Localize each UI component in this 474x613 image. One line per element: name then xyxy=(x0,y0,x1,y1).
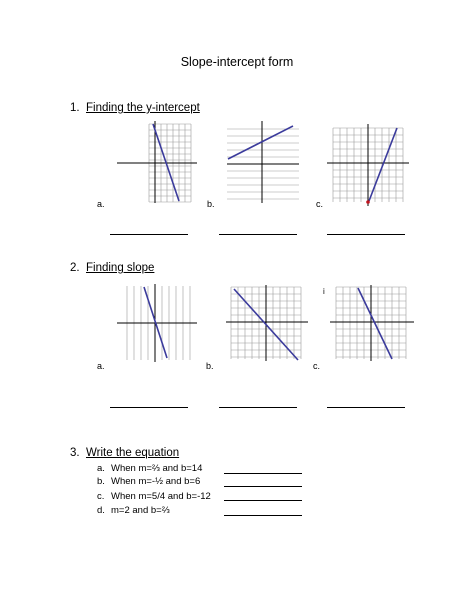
item-2a-label: a. xyxy=(97,361,105,371)
answer-line-1a[interactable] xyxy=(110,234,188,235)
graph-2a xyxy=(117,284,197,362)
graph-1c-intercept-point xyxy=(366,200,370,204)
section-3-number: 3. xyxy=(70,447,80,459)
item-2c-label: c. xyxy=(313,361,321,371)
question-3b xyxy=(97,476,200,487)
graph-1b xyxy=(225,119,301,203)
graph-1c-line xyxy=(369,128,397,201)
section-1-heading xyxy=(70,102,200,114)
question-3c-label: c. xyxy=(97,491,105,502)
graph-2b-axes xyxy=(226,285,308,361)
question-3a-label: a. xyxy=(97,463,105,474)
worksheet-title: Slope-intercept form xyxy=(180,55,294,69)
answer-line-3d[interactable] xyxy=(224,515,302,516)
section-1-number: 1. xyxy=(70,102,80,114)
graph-2c xyxy=(330,285,414,361)
item-2b-label: b. xyxy=(206,361,214,371)
graph-1b-axes xyxy=(227,121,299,203)
section-1-title: Finding the y-intercept xyxy=(86,102,200,114)
answer-line-3c[interactable] xyxy=(224,500,302,501)
question-3a-text: When m=⅔ and b=14 xyxy=(111,463,203,474)
question-3d-label: d. xyxy=(97,505,105,516)
answer-line-2c[interactable] xyxy=(327,407,405,408)
answer-line-1c[interactable] xyxy=(327,234,405,235)
item-1a-label: a. xyxy=(97,199,105,209)
graph-2a-axes xyxy=(117,284,197,362)
question-3d xyxy=(97,505,170,516)
answer-line-2a[interactable] xyxy=(110,407,188,408)
graph-2c-line xyxy=(358,288,392,359)
answer-line-2b[interactable] xyxy=(219,407,297,408)
answer-line-1b[interactable] xyxy=(219,234,297,235)
graph-2b xyxy=(226,285,308,361)
question-3b-label: b. xyxy=(97,476,105,487)
section-2-number: 2. xyxy=(70,262,80,274)
graph-1c xyxy=(327,124,409,206)
stray-mark: i xyxy=(323,287,325,296)
question-3a xyxy=(97,463,202,474)
section-3-heading xyxy=(70,447,179,459)
question-3c-text: When m=5/4 and b=-12 xyxy=(111,491,211,502)
graph-1b-line xyxy=(228,126,293,159)
answer-line-3a[interactable] xyxy=(224,473,302,474)
section-3-title: Write the equation xyxy=(86,447,180,459)
question-3b-text: When m=-½ and b=6 xyxy=(111,476,201,487)
question-3d-text: m=2 and b=⅔ xyxy=(111,505,170,516)
graph-1c-axes xyxy=(327,124,409,206)
item-1c-label: c. xyxy=(316,199,324,209)
answer-line-3b[interactable] xyxy=(224,486,302,487)
question-3c xyxy=(97,491,211,502)
graph-1a xyxy=(117,121,197,203)
graph-2c-axes xyxy=(330,285,414,361)
item-1b-label: b. xyxy=(207,199,215,209)
section-2-heading xyxy=(70,262,154,274)
section-2-title: Finding slope xyxy=(86,262,155,274)
